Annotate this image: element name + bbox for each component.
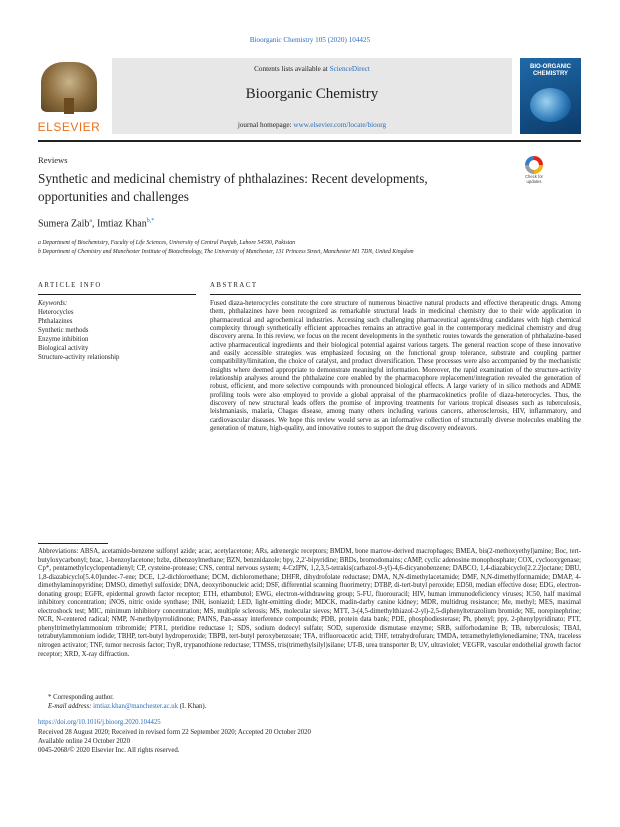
affiliation-marker[interactable]: a (89, 218, 93, 224)
homepage-line (112, 121, 512, 129)
abstract-rule (210, 294, 581, 295)
affiliation-marker[interactable]: b,* (146, 218, 155, 224)
abstract-heading: ABSTRACT (210, 282, 258, 289)
available-online: Available online 24 October 2020 (38, 738, 130, 745)
article-info-heading: ARTICLE INFO (38, 282, 102, 289)
homepage-prefix: journal homepage: (237, 121, 294, 129)
cover-title: BIO-ORGANIC CHEMISTRY (530, 64, 571, 77)
author-separator: , (92, 218, 98, 230)
journal-banner (112, 58, 512, 134)
email-link[interactable]: imtiaz.khan@manchester.ac.uk (93, 703, 179, 710)
tree-trunk (64, 98, 74, 114)
cover-art-icon (530, 88, 571, 122)
sciencedirect-link[interactable]: ScienceDirect (329, 65, 370, 73)
crossmark-label: Check for updates (525, 174, 543, 184)
keyword-item: Biological activity (38, 345, 89, 352)
corresponding-author-note: * Corresponding author. (48, 694, 114, 701)
keyword-item: Phthalazines (38, 318, 73, 325)
author-name: Imtiaz Khan (97, 218, 147, 230)
abbreviations-footnote: Abbreviations: ABSA, acetamido-benzene sulfonyl azide; acac, acetylacetone; ARs, adrenergic receptors; BMDM, bone marrow-derived macrophages; BMEA, bis(2-methoxyethyl)amine; Boc, tert-butyloxycarbonyl; bzac, 1-benzoylacetone; bzbz, dibenzoylmethane; BZN, benznidazole; bpy, 2,2'-bipyridine; BRDs, bromodomains; cAMP, cyclic adenosine monophosphate; COX, cyclooxygenase; Cp*, pentamethylcyclopentadienyl; CP, cysteine-protease; CNS, central nervous system; 4-CzIPN, 1,2,3,5-tetrakis(carbazol-9-yl)-4,6-dicyanobenzene; DABCO, 1,4-diazabicyclo[2.2.2]octane; DBU, 1,8-diazabicyclo[5.4.0]undec-7-ene; DCE, 1,2-dichloroethane; DCM, dichloromethane; DHFR, dihydrofolate reductase; DMA, N,N-dimethylacetamide; DMF, N,N-dimethylformamide; DMAP, 4-dimethylaminopyridine; DMSO, dimethyl sulfoxide; DNA, deoxyribonucleic acid; DSF, differential scanning fluorimetry; DTBP, di-tert-butyl peroxide; ED50, median effective dose; EDG, electron-donating group; EGFR, epidermal growth factor receptor; ETH, ethambutol; EWG, electron-withdrawing group; 5-FU, fluorouracil; HIV, human immunodeficiency viruses; IC50, half maximal inhibitory concentration; iNOS, nitric oxide synthase; INH, isoniazid; LED, light-emitting diode; MDCK, madin-darby canine kidney; MDR, multidrug resistance; Me, methyl; MES, maximal electroshock test; MIC, minimum inhibitory concentration; MS, multiple sclerosis; MS, molecular sieves; MTT, 3-(4,5-dimethylthiazol-2-yl)-2,5-diphenyltetrazolium bromide; NE, norepinephrine; NCR, N-centered radical; NMP, N-methylpyrrolidinone; PAINS, Pan-assay interference compounds; PDB, protein data bank; PDE, phosphodiesterase; Ph, phenyl; ppy, 2-phenylpyridinato; PTT, phenyltrimethylammonium tribromide; PTR1, pteridine reductase 1; SDS, sodium dodecyl sulfate; SOD, superoxide dismutase enzyme; SRB, sulforhodamine B; TB, tuberculosis; TBAI, tetrabutylammonium iodide; TBHP, tert-butyl hydroperoxide; TBPB, tert-butyl peroxybenzoate; TFA, trifluoroacetic acid; THF, tetrahydrofuran; TMDA, tetramethylethylenediamine; TNA, traceless nitrogen activator; TNF, tumor necrosis factor; TryR, trypanothione reductase; TTMSS, tris(trimethylsilyl)silane; UT-B, urea transporter B; UV, ultraviolet; VEGFR, vascular endothelial growth factor receptor; XRD, X-ray diffraction. (38, 548, 581, 658)
elsevier-logo (33, 58, 105, 132)
article-info-rule (38, 294, 196, 295)
keyword-item: Structure-activity relationship (38, 354, 120, 361)
copyright: 0045-2068/© 2020 Elsevier Inc. All rights reserved. (38, 747, 180, 754)
check-for-updates-badge[interactable] (520, 156, 548, 186)
section-label: Reviews (38, 155, 68, 165)
footnote-rule (38, 543, 108, 544)
journal-title: Bioorganic Chemistry (245, 86, 379, 102)
abstract-body: Fused diaza-heterocycles constitute the core structure of numerous bioactive natural products and effective therapeutic drugs. Among them, phthalazines have been recognized as remarkable structural leads in medicinal chemistry due to their wide application in pharmaceutical and agrochemical industries. Accessing such challenging pharmaceutical agents/drug candidates with high chemical complexity through synthetically efficient approaches remains an attractive goal in the contemporary medicinal chemistry and drug discovery arena. In this review, we focus on the recent developments in the synthetic routes towards the generation of phthalazine-based active pharmaceutical ingredients and their biological potential against various targets. The general reaction scope of these innovative and easily accessible strategies was emphasized focusing on the functional group tolerance, substrate and coupling partner compatibility/limitation, the choice of catalyst, and product diversification. These processes were also accompanied by the mechanistic insights where deemed appropriate to demonstrate meaningful information. Moreover, the rapid examination of the structure-activity relationship analyses around the phthalazine core enabled by the pharmacophore replacement/integration revealed the generation of robust, efficient, and more selective compounds with pronounced biological effects. A large variety of in silico methods and ADME profiling tools were also employed to provide a global appraisal of the pharmacokinetics profile of diaza-heterocycles. Thus, the discovery of new structural leads offers the promise of improving treatments for various tropical diseases such as tuberculosis, leishmaniasis, malaria, Chagas disease, among many others including various cancers, atherosclerosis, HIV, inflammatory, and cardiovascular diseases. We hope this review would serve as an informative collection of structurally diverse molecules enabling the generation of mature, high-quality, and innovative routes to support the drug discovery endeavors. (210, 300, 581, 433)
journal-citation[interactable]: Bioorganic Chemistry 105 (2020) 104425 (249, 36, 371, 44)
publisher-name: ELSEVIER (37, 120, 101, 134)
author-name: Sumera Zaib (38, 218, 90, 230)
doi-link[interactable]: https://doi.org/10.1016/j.bioorg.2020.104425 (38, 719, 161, 726)
affiliation-b: b Department of Chemistry and Manchester Institute of Biotechnology, The University of Manchester, 131 Princess Street, Manchester M1 7DN, United Kingdom (38, 249, 414, 255)
keyword-item: Heterocycles (38, 309, 74, 316)
keyword-item: Enzyme inhibition (38, 336, 89, 343)
journal-cover[interactable] (520, 58, 581, 134)
header-divider (38, 140, 581, 142)
contents-prefix: Contents lists available at (254, 65, 330, 73)
email-line (48, 703, 206, 710)
contents-line (112, 65, 512, 73)
received-dates: Received 28 August 2020; Received in revised form 22 September 2020; Accepted 20 October 2020 (38, 729, 311, 736)
crossmark-icon-center (529, 160, 539, 170)
homepage-link[interactable]: www.elsevier.com/locate/bioorg (293, 121, 387, 129)
author-list (38, 218, 154, 229)
affiliation-a: a Department of Biochemistry, Faculty of Life Sciences, University of Central Punjab, Lahore 54590, Pakistan (38, 240, 296, 246)
email-prefix: E-mail address: (48, 703, 94, 710)
keywords-label: Keywords: (38, 300, 68, 307)
article-title: Synthetic and medicinal chemistry of phthalazines: Recent developments, opportunities and challenges (38, 171, 428, 204)
email-suffix: (I. Khan). (178, 703, 207, 710)
keyword-item: Synthetic methods (38, 327, 89, 334)
